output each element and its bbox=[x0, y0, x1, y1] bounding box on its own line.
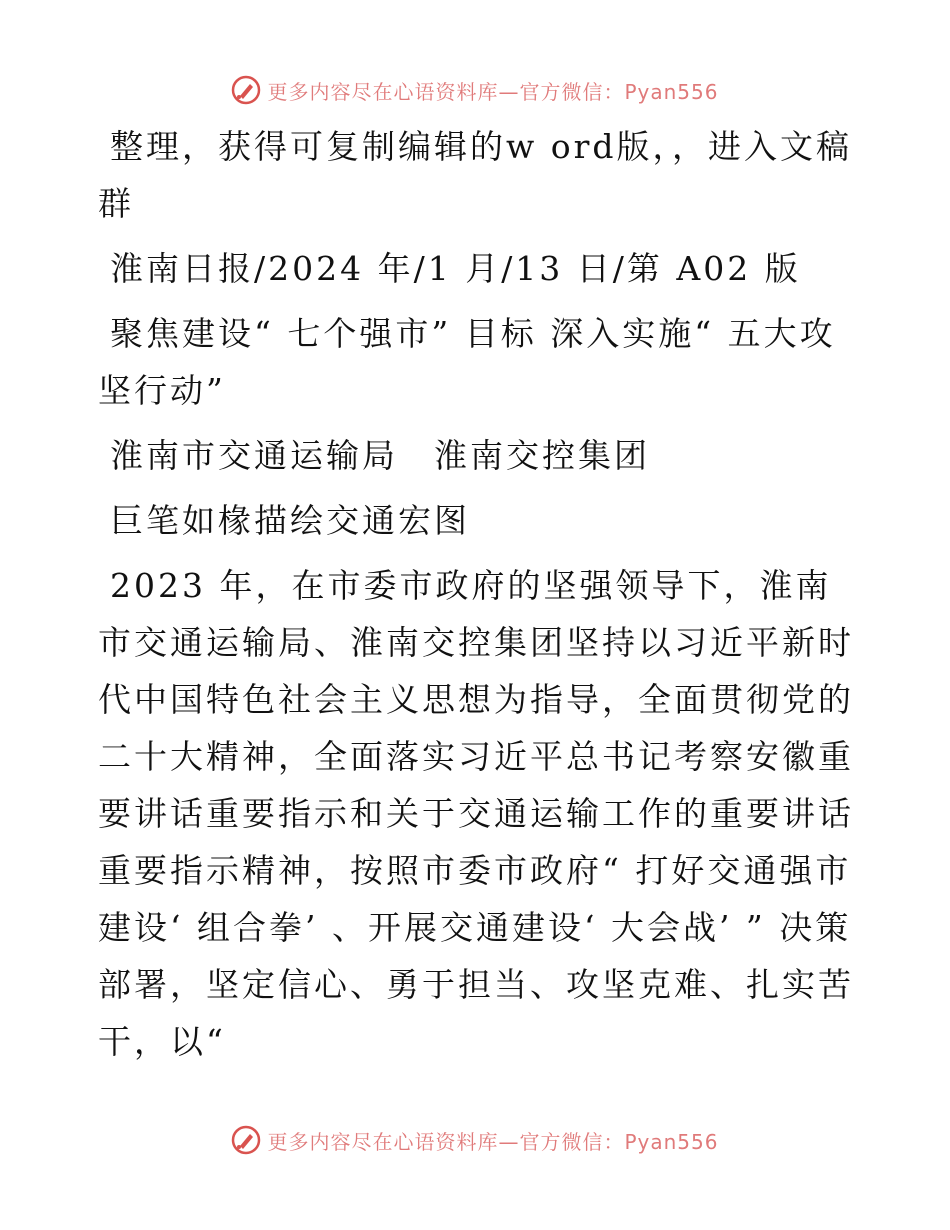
paragraph-organizations: 淮南市交通运输局 淮南交控集团 bbox=[110, 436, 650, 475]
paragraph-source-line: 淮南日报/2024 年/1 月/13 日/第 A02 版 bbox=[110, 249, 801, 288]
pen-nib-logo-icon bbox=[231, 75, 261, 105]
footer-watermark-banner bbox=[0, 1120, 950, 1160]
paragraph-intro-note: 整理，获得可复制编辑的w ord版，，进入文稿群 bbox=[98, 127, 853, 223]
paragraph-subheadline: 巨笔如椽描绘交通宏图 bbox=[110, 501, 470, 540]
paragraph-body: 2023 年，在市委市政府的坚强领导下，淮南市交通运输局、淮南交控集团坚持以习近平新时代中国特色社会主义思想为指导，全面贯彻党的二十大精神，全面落实习近平总书记考察安徽重要讲话重要指示和关于交通运输工作的重要讲话重要指示精神，按照市委市政府“ 打好交通强市建设‘ 组合拳’ 、开展交通建设‘ 大会战’ ” 决策部署，坚定信心、勇于担当、攻坚克难、扎实苦干，以“ bbox=[98, 566, 854, 1061]
banner-text: 更多内容尽在心语资料库—官方微信：Pyan556 bbox=[267, 1129, 719, 1154]
pen-nib-logo-icon bbox=[231, 1125, 261, 1155]
banner-text: 更多内容尽在心语资料库—官方微信：Pyan556 bbox=[267, 79, 719, 104]
paragraph-headline: 聚焦建设“ 七个强市” 目标 深入实施“ 五大攻坚行动” bbox=[98, 314, 836, 410]
document-body bbox=[98, 118, 858, 1078]
header-watermark-banner bbox=[0, 70, 950, 110]
